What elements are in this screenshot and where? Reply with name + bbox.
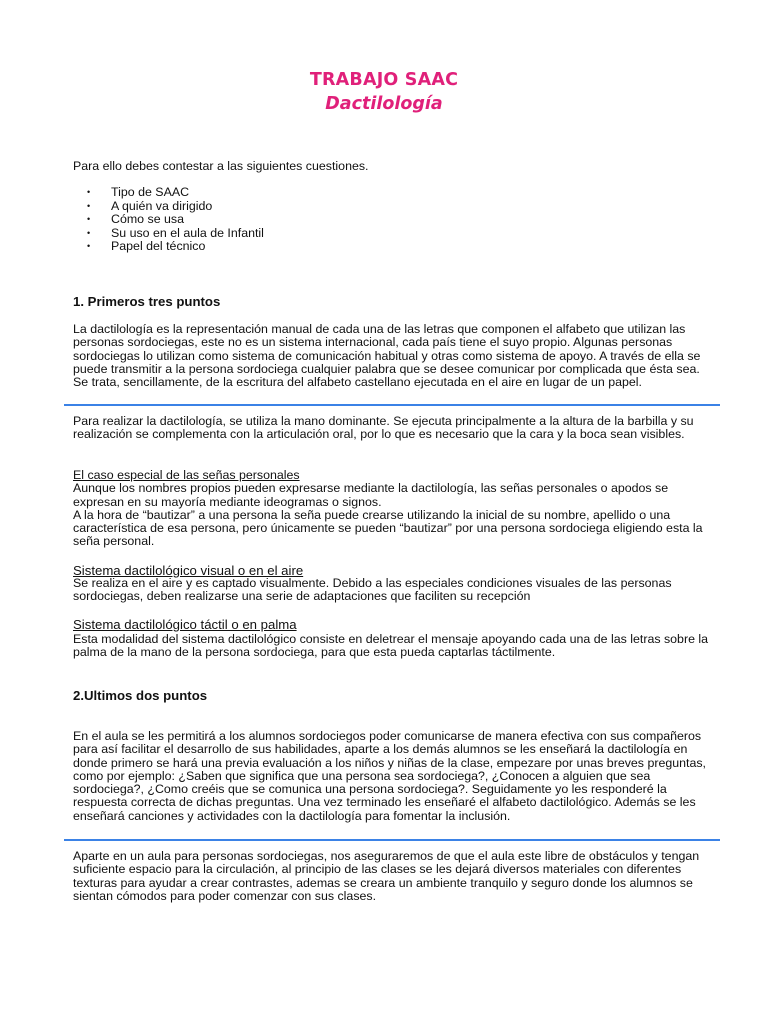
special-case-section [73, 469, 713, 549]
list-item-text: Cómo se usa [111, 212, 185, 227]
section2-paragraph-1: En el aula se les permitirá a los alumnos sordociegos poder comunicarse de manera efectiva con sus compañeros para así facilitar el desarrollo de sus habilidades, aparte a los demás alumnos se les enseñará la dactilología en donde primero se hará una previa evaluación a los niños y niñas de la clase, empezare por unas breves preguntas, como por ejemplo: ¿Saben que significa que una persona sea sordociega?, ¿Conocen a alguien que sea sordociega?, ¿Como creéis que se comunica una persona sordociega?. Seguidamente yo les responderé la respuesta correcta de dichas preguntas. Una vez terminado les enseñaré el alfabeto dactilológico. Además se les enseñará canciones y actividades con la dactilología para fomentar la inclusión. [73, 729, 706, 823]
section2-heading: 2.Ultimos dos puntos [73, 688, 208, 703]
bullet-icon: • [87, 187, 91, 197]
list-item [73, 227, 264, 241]
page-break-divider [64, 404, 720, 406]
bullet-icon: • [87, 200, 91, 211]
section1-heading: 1. Primeros tres puntos [73, 294, 221, 309]
tactile-system-body: Esta modalidad del sistema dactilológico consiste en deletrear el mensaje apoyando cada una de las letras sobre la palma de la mano de la persona sordociega, para que esta pueda captarlas táctilmente. [73, 632, 709, 660]
visual-system-title: Sistema dactilológico visual o en el aire [73, 563, 304, 578]
list-item-text: A quién va dirigido [111, 198, 213, 213]
special-case-body-1: Aunque los nombres propios pueden expresarse mediante la dactilología, las señas personales o apodos se expresan en su mayoría mediante ideogramas o signos. [73, 481, 669, 509]
list-item-text: Tipo de SAAC [111, 185, 190, 199]
bullet-icon: • [87, 214, 91, 225]
intro-text: Para ello debes contestar a las siguientes cuestiones. [73, 159, 369, 173]
title-block [0, 68, 768, 116]
list-item-text: Papel del técnico [111, 239, 206, 254]
bullet-icon: • [87, 227, 91, 238]
list-item-text: Su uso en el aula de Infantil [111, 225, 264, 240]
document-subtitle: Dactilología [325, 94, 443, 114]
special-case-body-2: A la hora de “bautizar” a una persona la seña puede crearse utilizando la inicial de su nombre, apellido o una característica de esa persona, pero únicamente se pueden “bautizar” por una persona sordociega eligiendo esta la seña personal. [73, 507, 703, 549]
list-item [73, 200, 264, 214]
tactile-system-title: Sistema dactilológico táctil o en palma [73, 617, 297, 632]
special-case-title: El caso especial de las señas personales [73, 468, 300, 482]
section2-paragraph-2: Aparte en un aula para personas sordociegas, nos aseguraremos de que el aula este libre de obstáculos y tengan suficiente espacio para la circulación, al principio de las clases se les dejará diversos materiales con diferentes texturas para ayudar a crear contrastes, ademas se creara un ambiente tranquilo y seguro donde los alumnos se sientan cómodos para poder comenzar con sus clases. [73, 849, 700, 903]
section1-paragraph-2: Para realizar la dactilología, se utiliza la mano dominante. Se ejecuta principalmente a la altura de la barbilla y su realización se complementa con la articulación oral, por lo que es necesario que la cara y la boca sean visibles. [73, 414, 694, 442]
list-item [73, 240, 264, 254]
visual-system-body: Se realiza en el aire y es captado visualmente. Debido a las especiales condiciones visuales de las personas sordociegas, deben realizarse una serie de adaptaciones que faciliten su recepción [73, 576, 672, 604]
document-title: TRABAJO SAAC [309, 70, 459, 90]
page-break-divider [64, 839, 720, 841]
list-item [73, 186, 264, 200]
questions-list [73, 186, 264, 254]
list-item [73, 213, 264, 227]
bullet-icon: • [87, 241, 91, 252]
section1-paragraph-1: La dactilología es la representación manual de cada una de las letras que componen el alfabeto que utilizan las personas sordociegas, este no es un sistema internacional, cada país tiene el suyo propio. Algunas personas sordociegas lo utilizan como sistema de comunicación habitual y otras como sistema de apoyo. A través de ella se puede transmitir a la persona sordociega cualquier palabra que se desee comunicar por complicada que ésta sea. Se trata, sencillamente, de la escritura del alfabeto castellano ejecutada en el aire en lugar de un papel. [73, 322, 701, 390]
